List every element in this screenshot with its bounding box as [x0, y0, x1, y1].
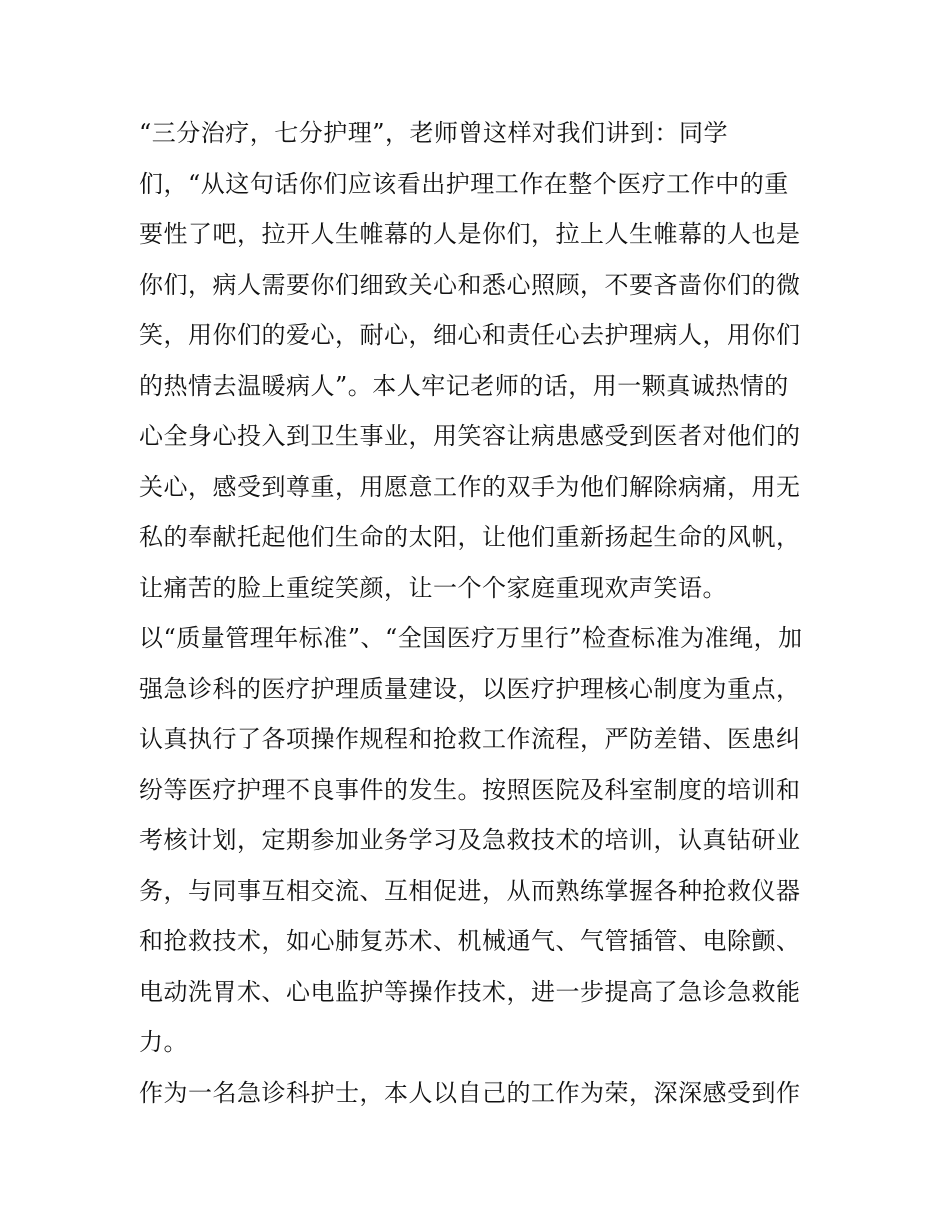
text-line: 强急诊科的医疗护理质量建设，以医疗护理核心制度为重点， [139, 674, 801, 703]
text-line: 们，“从这句话你们应该看出护理工作在整个医疗工作中的重 [139, 169, 789, 198]
text-line: 心全身心投入到卫生事业，用笑容让病患感受到医者对他们的 [139, 422, 801, 450]
text-line: 务，与同事互相交流、互相促进，从而熟练掌握各种抢救仪器 [139, 876, 801, 905]
text-line: 电动洗胃术、心电监护等操作技术，进一步提高了急诊急救能 [139, 977, 801, 1006]
paragraph-1 [139, 108, 819, 613]
document-body [139, 108, 819, 1118]
text-line: 以“质量管理年标准”、“全国医疗万里行”检查标准为准绳，加 [139, 624, 803, 652]
text-line: 作为一名急诊科护士，本人以自己的工作为荣，深深感受到作 [139, 1078, 801, 1107]
text-line: 你们，病人需要你们细致关心和悉心照顾，不要吝啬你们的微 [139, 270, 801, 299]
text-line: 纷等医疗护理不良事件的发生。按照医院及科室制度的培训和 [139, 775, 801, 804]
text-line: 的热情去温暖病人”。本人牢记老师的话，用一颗真诚热情的 [139, 371, 789, 400]
text-line: 力。 [139, 1028, 188, 1056]
text-line: 认真执行了各项操作规程和抢救工作流程，严防差错、医患纠 [139, 725, 801, 753]
paragraph-2 [139, 613, 819, 1068]
text-line: 让痛苦的脸上重绽笑颜，让一个个家庭重现欢声笑语。 [139, 573, 727, 602]
text-line: 和抢救技术，如心肺复苏术、机械通气、气管插管、电除颤、 [139, 927, 801, 955]
paragraph-3 [139, 1068, 819, 1119]
text-line: “三分治疗，七分护理”，老师曾这样对我们讲到：同学 [139, 119, 729, 147]
text-line: 关心，感受到尊重，用愿意工作的双手为他们解除病痛，用无 [139, 472, 801, 501]
text-line: 要性了吧，拉开人生帷幕的人是你们，拉上人生帷幕的人也是 [139, 220, 801, 248]
text-line: 私的奉献托起他们生命的太阳，让他们重新扬起生命的风帆， [139, 523, 801, 551]
text-line: 笑，用你们的爱心，耐心，细心和责任心去护理病人，用你们 [139, 321, 801, 349]
text-line: 考核计划，定期参加业务学习及急救技术的培训，认真钻研业 [139, 826, 801, 854]
